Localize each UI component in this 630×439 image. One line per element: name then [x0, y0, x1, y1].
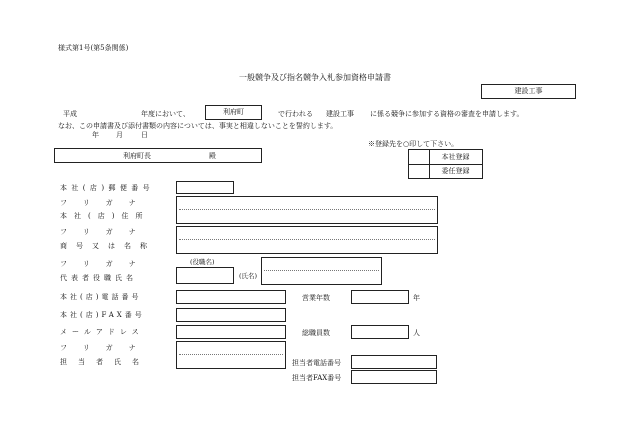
- address-input[interactable]: [176, 196, 438, 224]
- staff-label: 総職員数: [302, 329, 330, 337]
- phone-input[interactable]: [176, 290, 286, 304]
- head-office-registration: 本社登録: [441, 153, 470, 161]
- furigana-label-company: フリガナ: [60, 228, 152, 236]
- person-phone-input[interactable]: [351, 355, 437, 369]
- form-number: 様式第1号(第5条関係): [58, 44, 129, 52]
- town-box: 利府町: [205, 105, 262, 120]
- postal-code-input[interactable]: [176, 181, 234, 194]
- address-label: 本社(店)住所: [60, 212, 150, 220]
- staff-unit: 人: [413, 329, 420, 337]
- request-text: に係る競争に参加する資格の審査を申請します。: [370, 110, 524, 118]
- person-name-input[interactable]: [176, 341, 286, 369]
- furigana-label-person: フリガナ: [60, 344, 152, 352]
- category-box: 建設工事: [481, 84, 576, 99]
- category-text: 建設工事: [326, 110, 354, 118]
- document-title: 一般競争及び指名競争入札参加資格申請書: [239, 73, 391, 82]
- held-by-text: で行われる: [278, 110, 313, 118]
- furigana-label-rep: フリガナ: [60, 260, 152, 268]
- fax-input[interactable]: [176, 308, 286, 322]
- postal-label: 本社(店)郵便番号: [60, 184, 155, 192]
- registration-note: ※登録先を○印して下さい。: [368, 140, 459, 148]
- person-label: 担当者氏名: [60, 358, 150, 366]
- addressee-box: [54, 148, 262, 163]
- fiscal-year-text: 年度において、: [141, 110, 190, 118]
- furigana-label-address: フリガナ: [60, 199, 152, 207]
- date-day: 日: [141, 131, 148, 139]
- years-unit: 年: [413, 294, 420, 302]
- rep-name-input[interactable]: [261, 257, 382, 285]
- addressee-honorific: 殿: [209, 152, 216, 160]
- era-text: 平成: [63, 110, 77, 118]
- person-fax-input[interactable]: [351, 370, 437, 384]
- delegated-registration: 委任登録: [441, 167, 470, 175]
- pledge-text: なお、この申請書及び添付書類の内容については、事実と相違しないことを誓約します。: [58, 122, 338, 130]
- rep-name-caption: (氏名): [239, 272, 258, 280]
- rep-title-caption: (役職名): [190, 258, 215, 266]
- phone-label: 本社(店)電話番号: [60, 293, 142, 301]
- fax-label: 本社(店)FAX番号: [60, 311, 145, 319]
- years-label: 営業年数: [302, 294, 330, 302]
- email-input[interactable]: [176, 325, 286, 339]
- rep-title-input[interactable]: [176, 267, 234, 284]
- addressee-name: 利府町長: [123, 152, 151, 160]
- staff-input[interactable]: [351, 325, 409, 339]
- email-label: メールアドレス: [60, 328, 144, 336]
- company-label: 商号又は名称: [60, 242, 156, 250]
- company-name-input[interactable]: [176, 226, 438, 254]
- date-year: 年: [92, 131, 99, 139]
- person-phone-label: 担当者電話番号: [292, 359, 341, 367]
- rep-label: 代表者役職氏名: [60, 274, 137, 282]
- years-input[interactable]: [351, 290, 409, 304]
- registration-table: [408, 149, 483, 179]
- person-fax-label: 担当者FAX番号: [292, 374, 342, 382]
- date-month: 月: [116, 131, 123, 139]
